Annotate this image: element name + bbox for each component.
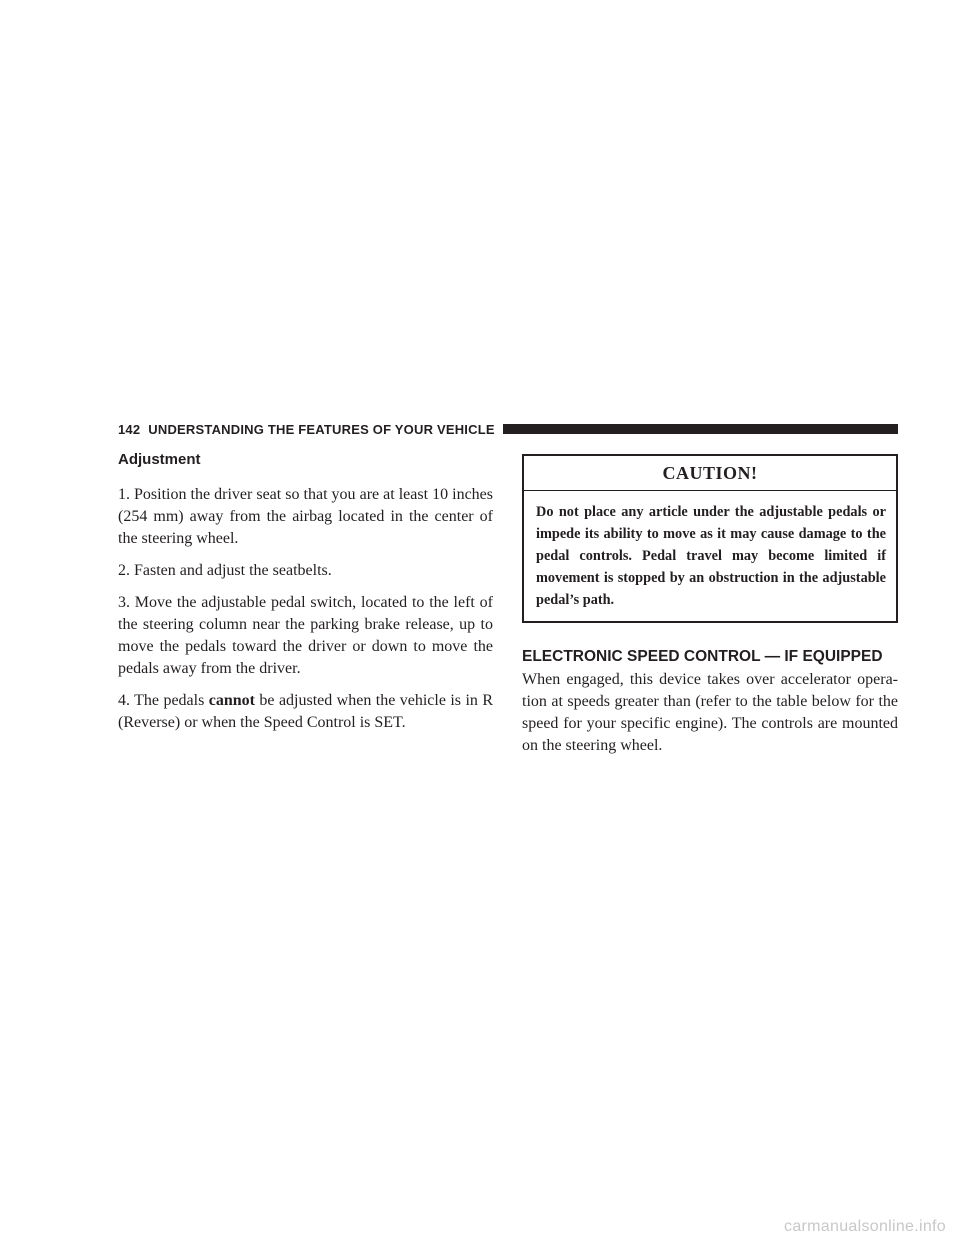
speed-control-heading: ELECTRONIC SPEED CONTROL — IF EQUIPPED [522,648,883,665]
caution-title: CAUTION! [524,456,896,491]
step-1: 1. Position the driver seat so that you are at least 10 inches (254 mm) away from the airbag located in the center of the steering wheel. [118,486,493,547]
page-header [118,418,898,440]
speed-control-text: When engaged, this device takes over accelerator opera- tion at speeds greater than (refer to the table below for the speed for your specific engine). The controls are mounted on the steering wheel. [522,671,898,754]
step-4-start: 4. The pedals [118,692,209,709]
watermark: carmanualsonline.info [784,1218,946,1235]
step-4 [118,690,493,734]
page-number: 142 [118,421,141,437]
adjustment-heading: Adjustment [118,451,201,468]
right-column [522,454,898,767]
step-3: 3. Move the adjustable pedal switch, located to the left of the steering column near the parking brake release, up to move the pedals toward the driver or down to move the pedals away from the driver. [118,594,493,677]
caution-text: Do not place any article under the adjustable pedals or impede its ability to move as it may cause damage to the pedal controls. Pedal travel may become limited if movement is stopped by an obstruction in the adjustable pedal’s path. [536,504,886,608]
step-2: 2. Fasten and adjust the seatbelts. [118,562,332,579]
left-column [118,450,493,744]
header-rule [503,424,898,434]
step-4-end: be adjusted when the vehicle is in R (Reverse) or when the Speed Control is SET. [118,692,494,731]
caution-box [522,454,898,623]
step-4-emphasis: cannot [208,692,255,709]
chapter-title: UNDERSTANDING THE FEATURES OF YOUR VEHICLE [148,421,495,437]
